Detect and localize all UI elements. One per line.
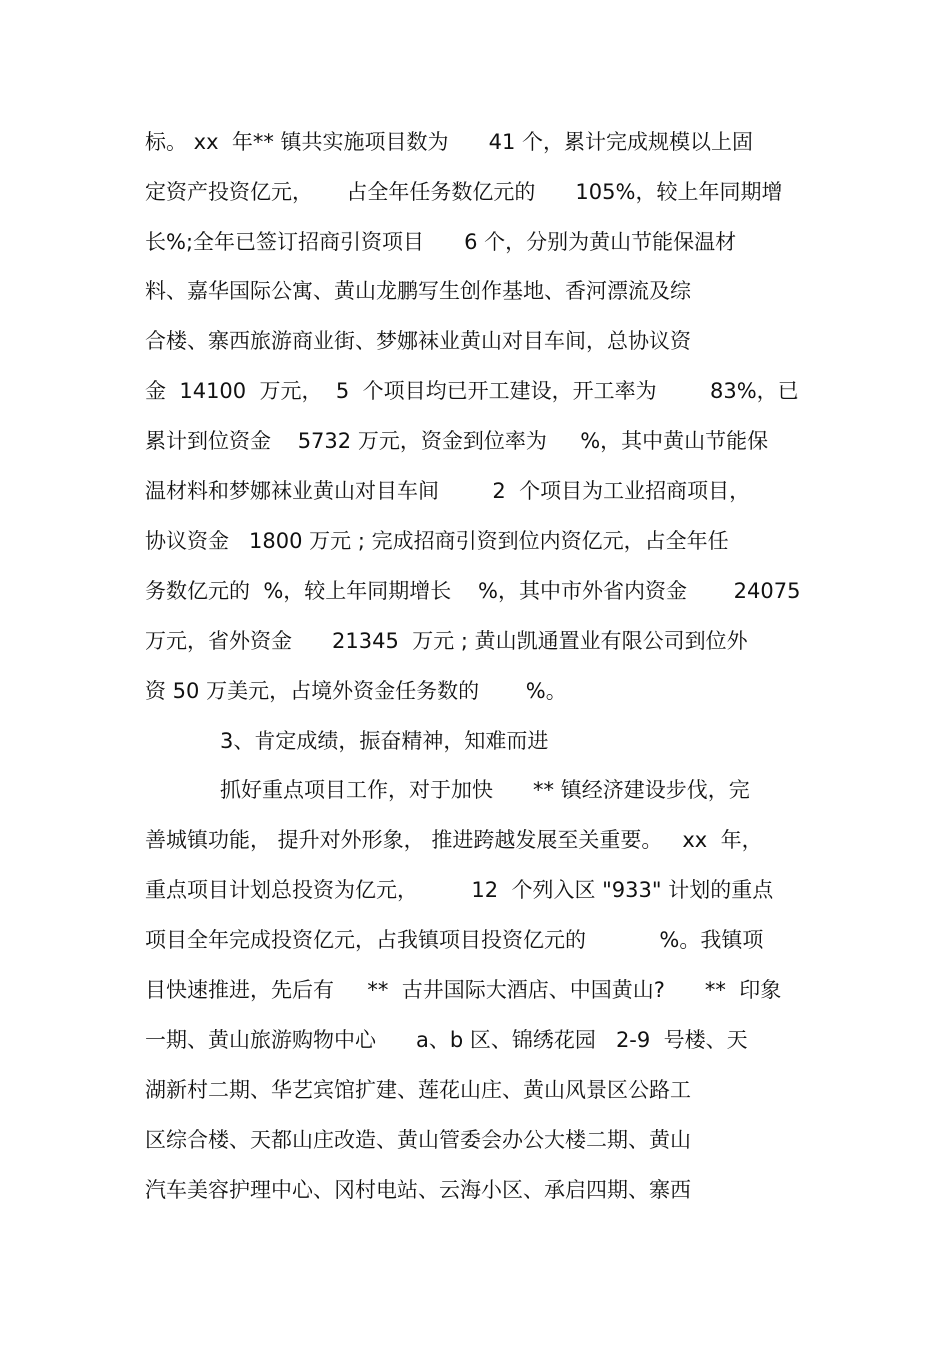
text-line-3: 长%;全年已签订招商引资项目 6 个，分别为黄山节能保温材 bbox=[145, 230, 737, 254]
text-line-4: 料、嘉华国际公寓、黄山龙鹏写生创作基地、香河漂流及综 bbox=[145, 279, 691, 303]
text-line-16: 重点项目计划总投资为亿元， 12 个列入区 "933" 计划的重点 bbox=[145, 878, 774, 902]
text-line-2: 定资产投资亿元， 占全年任务数亿元的 105%，较上年同期增 bbox=[145, 180, 783, 204]
text-line-14: 抓好重点项目工作，对于加快 ** 镇经济建设步伐，完 bbox=[220, 778, 750, 802]
text-line-20: 湖新村二期、华艺宾馆扩建、莲花山庄、黄山风景区公路工 bbox=[145, 1078, 691, 1102]
text-line-17: 项目全年完成投资亿元，占我镇项目投资亿元的 %。我镇项 bbox=[145, 928, 764, 952]
text-line-19: 一期、黄山旅游购物中心 a、b 区、锦绣花园 2-9 号楼、天 bbox=[145, 1028, 748, 1052]
text-line-12: 资 50 万美元，占境外资金任务数的 %。 bbox=[145, 679, 567, 703]
section-heading: 3、肯定成绩，振奋精神，知难而进 bbox=[220, 729, 549, 753]
text-line-7: 累计到位资金 5732 万元，资金到位率为 %，其中黄山节能保 bbox=[145, 429, 769, 453]
text-line-18: 目快速推进，先后有 ** 古井国际大酒店、中国黄山? ** 印象 bbox=[145, 978, 782, 1002]
text-line-15: 善城镇功能， 提升对外形象， 推进跨越发展至关重要。 xx 年， bbox=[145, 828, 763, 852]
text-line-10: 务数亿元的 %，较上年同期增长 %，其中市外省内资金 24075 bbox=[145, 579, 801, 603]
text-line-1: 标。 xx 年** 镇共实施项目数为 41 个，累计完成规模以上固 bbox=[145, 130, 754, 154]
text-line-5: 合楼、寨西旅游商业街、梦娜袜业黄山对目车间，总协议资 bbox=[145, 329, 691, 353]
text-line-8: 温材料和梦娜袜业黄山对目车间 2 个项目为工业招商项目， bbox=[145, 479, 751, 503]
text-line-11: 万元，省外资金 21345 万元 ; 黄山凯通置业有限公司到位外 bbox=[145, 629, 748, 653]
text-line-22: 汽车美容护理中心、冈村电站、云海小区、承启四期、寨西 bbox=[145, 1178, 691, 1202]
text-line-21: 区综合楼、天都山庄改造、黄山管委会办公大楼二期、黄山 bbox=[145, 1128, 691, 1152]
text-line-9: 协议资金 1800 万元 ; 完成招商引资到位内资亿元，占全年任 bbox=[145, 529, 729, 553]
text-line-6: 金 14100 万元， 5 个项目均已开工建设，开工率为 83%，已 bbox=[145, 379, 799, 403]
